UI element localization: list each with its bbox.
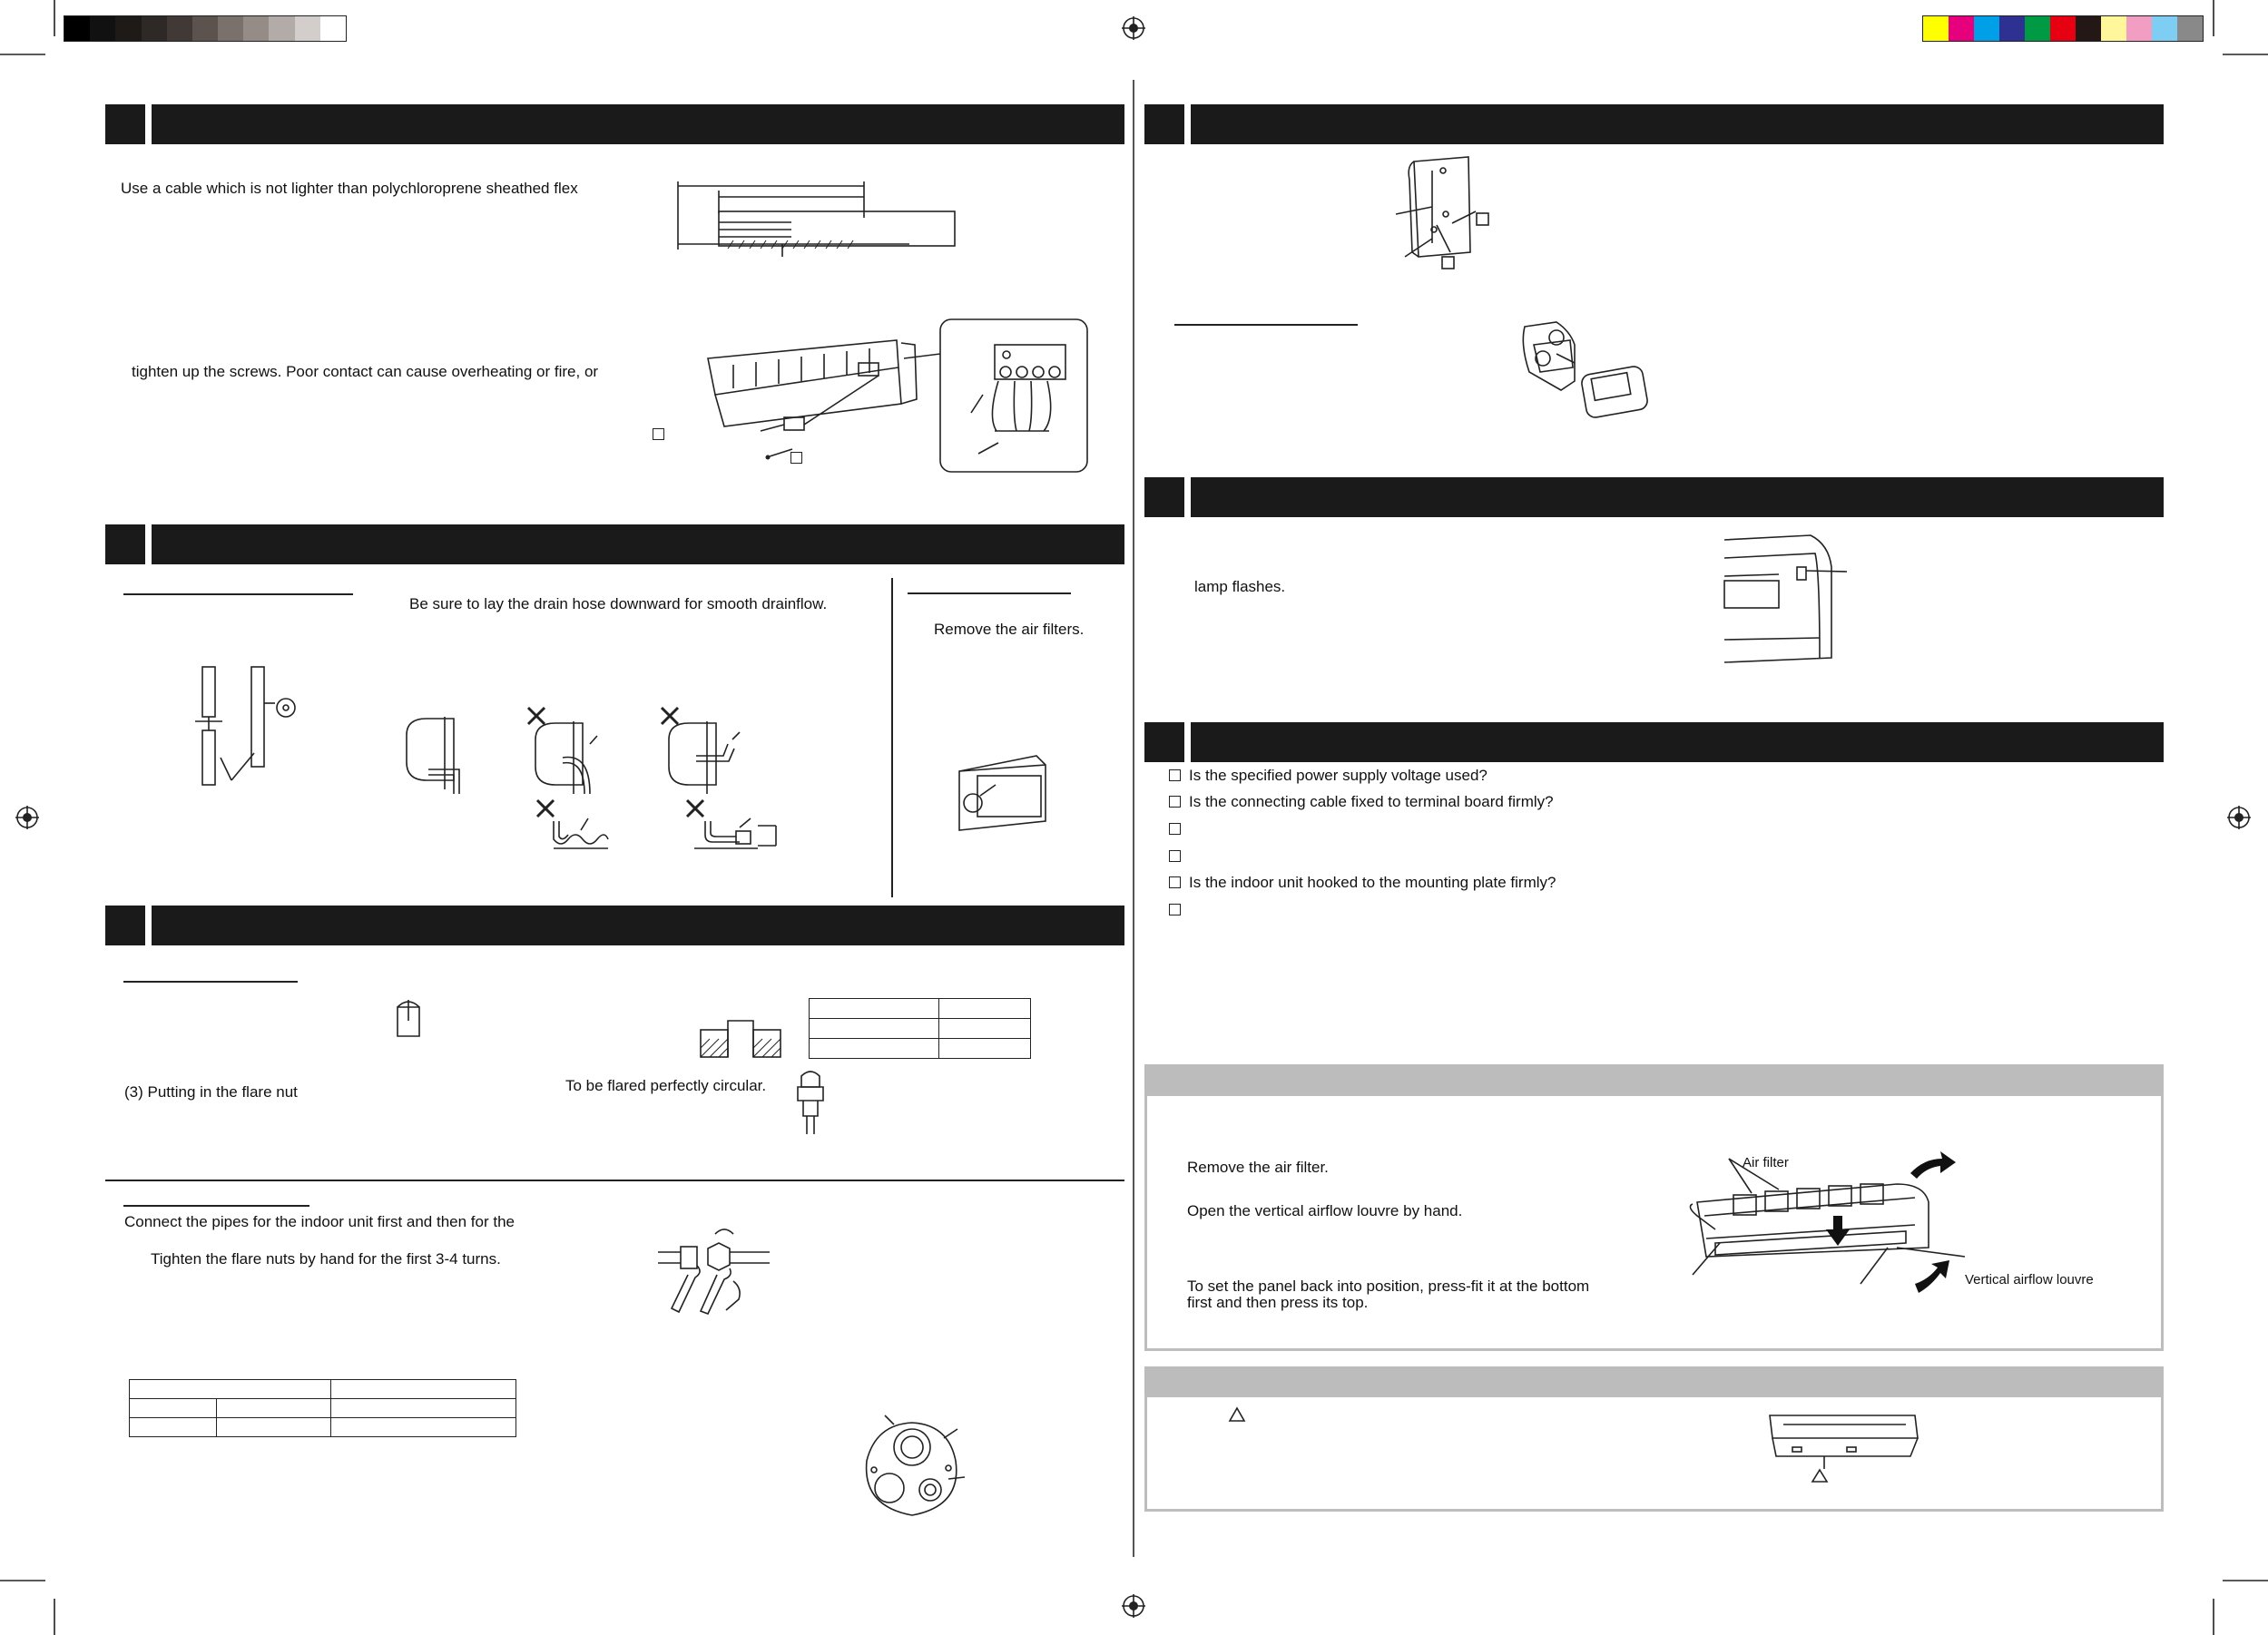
gray-swatch bbox=[218, 16, 243, 41]
panel-step-3: To set the panel back into position, press-fit it at the bottom bbox=[1187, 1278, 1590, 1295]
gray-swatch bbox=[90, 16, 115, 41]
color-swatch bbox=[1923, 16, 1949, 41]
gray-swatch bbox=[269, 16, 294, 41]
screw-warning-text: tighten up the screws. Poor contact can cause overheating or fire, or bbox=[132, 363, 599, 380]
panel-step-1: Remove the air filter. bbox=[1187, 1159, 1329, 1176]
gray-swatch bbox=[167, 16, 192, 41]
gray-swatch bbox=[115, 16, 141, 41]
gray-swatch bbox=[64, 16, 90, 41]
panel-step-3b: first and then press its top. bbox=[1187, 1294, 1369, 1311]
color-swatch bbox=[2101, 16, 2126, 41]
notice-header-panel bbox=[1144, 1064, 2164, 1095]
checkbox[interactable] bbox=[1169, 769, 1181, 781]
checkbox[interactable] bbox=[1169, 796, 1181, 808]
notice-panel-removal bbox=[1144, 1093, 2164, 1351]
color-swatch bbox=[1949, 16, 1974, 41]
connect-pipes-text: Connect the pipes for the indoor unit first and then for the bbox=[124, 1213, 515, 1230]
color-swatch bbox=[2177, 16, 2203, 41]
page-divider bbox=[1133, 80, 1134, 1557]
gray-scale-strip bbox=[64, 15, 347, 42]
notice-panel-secondary bbox=[1144, 1395, 2164, 1512]
gray-swatch bbox=[142, 16, 167, 41]
air-filter-label: Air filter bbox=[1743, 1155, 1789, 1170]
color-swatch bbox=[2076, 16, 2101, 41]
remove-filters-text: Remove the air filters. bbox=[934, 621, 1085, 638]
color-swatch bbox=[2152, 16, 2177, 41]
color-swatch bbox=[2126, 16, 2152, 41]
louvre-label: Vertical airflow louvre bbox=[1965, 1272, 2094, 1287]
checkbox[interactable] bbox=[1169, 850, 1181, 862]
subheading-rule-2 bbox=[908, 592, 1071, 594]
checklist-item-label: Is the indoor unit hooked to the mounting plate firmly? bbox=[1189, 874, 1556, 891]
color-swatch bbox=[2025, 16, 2050, 41]
gray-swatch bbox=[243, 16, 269, 41]
subheading-rule-3 bbox=[123, 981, 298, 983]
color-swatch bbox=[1974, 16, 1999, 41]
cable-spec-text: Use a cable which is not lighter than polychloroprene sheathed flex bbox=[121, 180, 578, 197]
torque-table bbox=[129, 1379, 516, 1437]
subheading-rule-1 bbox=[123, 593, 353, 595]
gray-swatch bbox=[320, 16, 346, 41]
checkbox[interactable] bbox=[1169, 876, 1181, 888]
tighten-flare-text: Tighten the flare nuts by hand for the first 3-4 turns. bbox=[151, 1250, 501, 1268]
flare-circular-note: To be flared perfectly circular. bbox=[565, 1077, 767, 1094]
lamp-flash-text: lamp flashes. bbox=[1194, 578, 1286, 595]
color-swatch bbox=[2050, 16, 2076, 41]
gray-swatch bbox=[295, 16, 320, 41]
checkbox[interactable] bbox=[1169, 823, 1181, 835]
flare-dimension-table bbox=[809, 998, 1031, 1059]
subheading-rule-4 bbox=[123, 1205, 309, 1207]
gray-swatch bbox=[192, 16, 218, 41]
notice-header-secondary bbox=[1144, 1366, 2164, 1396]
flare-nut-heading: (3) Putting in the flare nut bbox=[124, 1083, 298, 1101]
note-box bbox=[653, 428, 664, 440]
checkbox[interactable] bbox=[1169, 904, 1181, 915]
color-scale-strip bbox=[1922, 15, 2204, 42]
column-divider bbox=[891, 578, 893, 897]
subheading-rule-5 bbox=[1174, 324, 1358, 326]
panel-step-2: Open the vertical airflow louvre by hand. bbox=[1187, 1202, 1463, 1219]
checklist-item-label: Is the specified power supply voltage used? bbox=[1189, 767, 1487, 784]
color-swatch bbox=[1999, 16, 2025, 41]
section-rule-connecting bbox=[105, 1180, 1124, 1181]
checklist-item-label: Is the connecting cable fixed to terminal board firmly? bbox=[1189, 793, 1554, 810]
drain-hose-note: Be sure to lay the drain hose downward for smooth drainflow. bbox=[409, 595, 828, 612]
